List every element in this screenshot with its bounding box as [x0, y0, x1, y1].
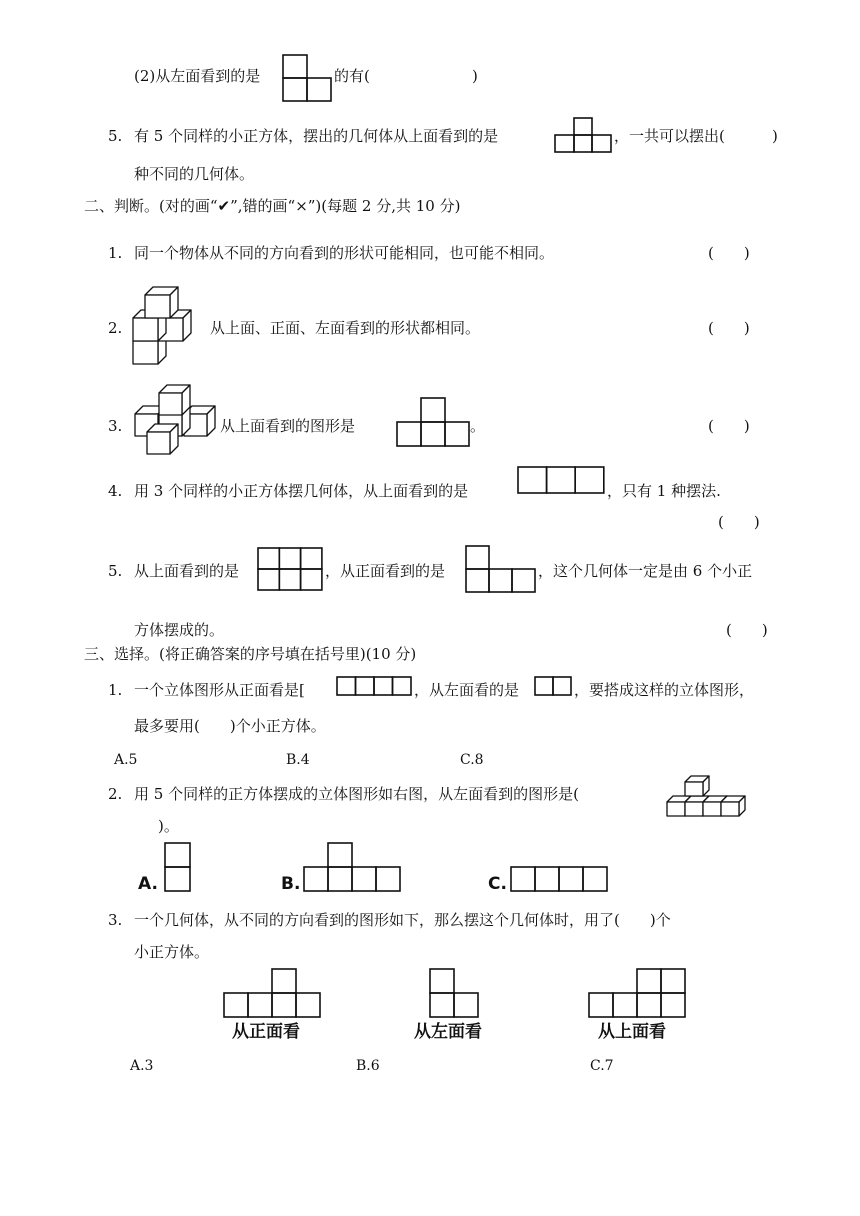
q4-2-answer-paren: )	[472, 67, 478, 85]
p3-q1-option-b: B.4	[286, 752, 310, 768]
p3-q3-text: 一个几何体，从不同的方向看到的图形如下，那么摆这个几何体时，用了( )个	[134, 911, 671, 929]
p2-q5-text-continued: 方体摆成的。	[134, 621, 225, 639]
p2-q5-text-start: 从上面看到的是	[134, 562, 240, 580]
p3-q3-option-a: A.3	[130, 1058, 154, 1074]
p3-q3-left-view-figure	[429, 968, 479, 1018]
p2-q2-answer-paren: ( )	[708, 319, 750, 337]
p2-q5-text-end: ，这个几何体一定是由 6 个小正	[538, 562, 753, 580]
p3-q1-option-a: A.5	[114, 752, 138, 768]
p3-q1-text-end: ，要搭成这样的立体图形，	[574, 681, 755, 699]
p2-q5-text-mid: ，从正面看到的是	[325, 562, 446, 580]
p3-q2-number: 2.	[108, 785, 123, 803]
p3-q1-text-continued: 最多要用( )个小正方体。	[134, 717, 326, 735]
p2-q1-number: 1.	[108, 244, 123, 262]
q5-top-view-figure	[554, 117, 612, 153]
p2-q2-text: 从上面、正面、左面看到的形状都相同。	[210, 319, 481, 337]
q5-text-mid: ，一共可以摆出(	[614, 127, 725, 145]
p3-q3-option-b: B.6	[356, 1058, 380, 1074]
p2-q3-text: 从上面看到的图形是	[220, 417, 356, 435]
p2-q4-top-view-figure	[517, 466, 605, 494]
p3-q1-number: 1.	[108, 681, 123, 699]
part3-heading: 三、选择。(将正确答案的序号填在括号里)(10 分)	[84, 645, 417, 663]
p2-q2-cube-figure	[130, 285, 212, 361]
q4-2-text-start: (2)从左面看到的是	[134, 67, 261, 85]
p3-q1-front-view-figure	[336, 676, 412, 696]
p3-q2-option-b-label: B.	[281, 874, 301, 894]
p2-q3-text-end: 。	[470, 417, 486, 435]
p2-q3-cube-figure	[132, 384, 224, 458]
p3-q3-text-continued: 小正方体。	[134, 943, 210, 961]
p2-q4-text-end: ，只有 1 种摆法.	[607, 482, 721, 500]
p3-q3-front-view-figure	[223, 968, 321, 1018]
p3-q3-top-view-label: 从上面看	[598, 1022, 666, 1042]
p3-q2-text-end: )。	[158, 817, 179, 835]
p3-q2-option-b-figure	[303, 842, 401, 892]
p2-q1-answer-paren: ( )	[708, 244, 750, 262]
p3-q1-text-mid: ，从左面看的是	[414, 681, 520, 699]
p3-q3-option-c: C.7	[590, 1058, 614, 1074]
p3-q2-solid-figure	[664, 770, 756, 818]
p2-q3-number: 3.	[108, 417, 123, 435]
p3-q2-option-a-label: A.	[138, 874, 158, 894]
p2-q5-number: 5.	[108, 562, 123, 580]
p3-q1-left-view-figure	[534, 676, 572, 696]
p2-q5-front-view-figure	[465, 545, 537, 593]
p2-q1-text: 同一个物体从不同的方向看到的形状可能相同，也可能不相同。	[134, 244, 555, 262]
p2-q3-answer-paren: ( )	[708, 417, 750, 435]
p3-q2-option-c-figure	[510, 866, 608, 892]
p3-q1-option-c: C.8	[460, 752, 484, 768]
q5-answer-paren: )	[772, 127, 778, 145]
q5-text-start: 有 5 个同样的小正方体，摆出的几何体从上面看到的是	[134, 127, 499, 145]
p3-q3-top-view-figure	[588, 968, 686, 1018]
p3-q2-text: 用 5 个同样的正方体摆成的立体图形如右图，从左面看到的图形是(	[134, 785, 579, 803]
p2-q4-answer-paren: ( )	[718, 513, 760, 531]
p2-q3-top-view-figure	[396, 397, 470, 447]
p2-q5-answer-paren: ( )	[726, 621, 768, 639]
p2-q4-number: 4.	[108, 482, 123, 500]
p2-q4-text-start: 用 3 个同样的小正方体摆几何体，从上面看到的是	[134, 482, 469, 500]
p3-q1-text-start: 一个立体图形从正面看是[	[134, 681, 305, 699]
q5-text-end: 种不同的几何体。	[134, 165, 255, 183]
p2-q2-number: 2.	[108, 319, 123, 337]
q4-2-left-view-figure	[282, 54, 332, 102]
p3-q3-left-view-label: 从左面看	[414, 1022, 482, 1042]
p2-q5-top-view-figure	[257, 547, 323, 591]
p3-q3-front-view-label: 从正面看	[232, 1022, 300, 1042]
part2-heading: 二、判断。(对的画“✔”,错的画“×”)(每题 2 分,共 10 分)	[84, 197, 461, 215]
p3-q2-option-a-figure	[164, 842, 192, 892]
q4-2-text-mid: 的有(	[334, 67, 370, 85]
p3-q3-number: 3.	[108, 911, 123, 929]
q5-number: 5.	[108, 127, 123, 145]
p3-q2-option-c-label: C.	[488, 874, 507, 894]
